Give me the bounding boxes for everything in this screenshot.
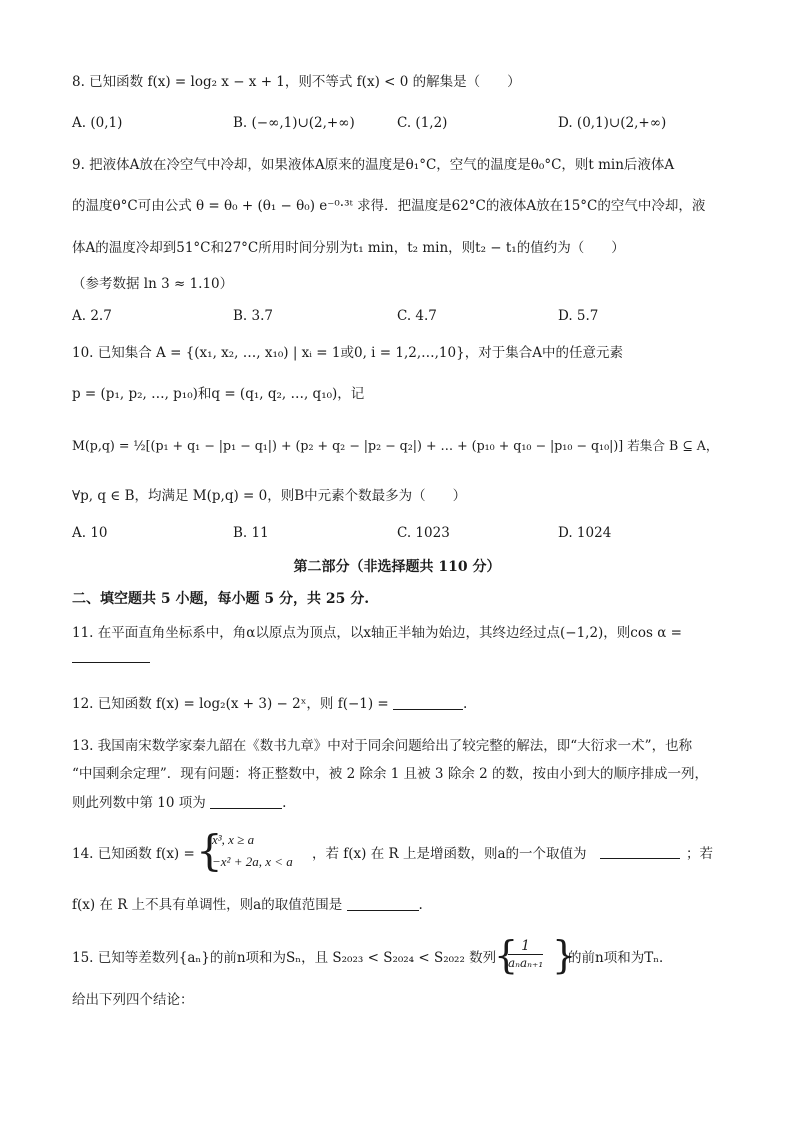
q14-prefix: 14. 已知函数 f(x) =: [72, 846, 195, 862]
q8-option-d: D. (0,1)∪(2,+∞): [558, 115, 667, 131]
q11-answer-blank[interactable]: [72, 662, 150, 663]
q14-row-1: [72, 828, 732, 878]
q8-option-c: C. (1,2): [397, 115, 448, 131]
q15-fraction: [508, 938, 543, 971]
q15-row-1: [72, 934, 732, 978]
q15-fraction-numerator: 1: [508, 938, 543, 955]
q13-answer-blank[interactable]: [210, 794, 282, 809]
q10-line-3: M(p,q) = ½[(p₁ + q₁ − |p₁ − q₁|) + (p₂ + q₂ − |p₂ − q₂|) + … + (p₁₀ + q₁₀ − |p₁₀ − q₁₀|)] 若集合 B ⊆ A，: [72, 438, 719, 453]
q10-option-a: A. 10: [72, 525, 108, 541]
q9-option-b: B. 3.7: [233, 308, 273, 324]
piecewise-brace-icon: {: [196, 826, 223, 875]
q9-option-c: C. 4.7: [397, 308, 437, 324]
q9-line-3: 体A的温度冷却到51°C和27°C所用时间分别为t₁ min，t₂ min，则t₂ − t₁的值约为（ ）: [72, 240, 625, 256]
q9-option-d: D. 5.7: [558, 308, 599, 324]
q9-line-2: 的温度θ°C可由公式 θ = θ₀ + (θ₁ − θ₀) e⁻⁰·³ᵗ 求得．把温度是62°C的液体A放在15°C的空气中冷却，液: [72, 198, 706, 214]
q13-line-1: 13. 我国南宋数学家秦九韶在《数书九章》中对于同余问题给出了较完整的解法，即“大衍求一术”，也称: [72, 738, 693, 754]
q12-answer-blank[interactable]: [393, 695, 463, 710]
section-two-title: 二、填空题共 5 小题，每小题 5 分，共 25 分.: [72, 591, 370, 607]
part-two-title: 第二部分（非选择题共 110 分）: [293, 559, 501, 575]
q15-line-1a: 15. 已知等差数列{aₙ}的前n项和为Sₙ，且 S₂₀₂₃ < S₂₀₂₄ < S₂₀₂₂ 数列: [72, 950, 497, 966]
q9-option-a: A. 2.7: [72, 308, 112, 324]
q10-line-2: p = (p₁, p₂, …, p₁₀)和q = (q₁, q₂, …, q₁₀)，记: [72, 386, 365, 402]
q14-answer-blank-1[interactable]: [600, 844, 680, 859]
q8-stem: 8. 已知函数 f(x) = log₂ x − x + 1，则不等式 f(x) < 0 的解集是（ ）: [72, 74, 521, 90]
q13-row: 则此列数中第 10 项为 .: [72, 795, 287, 811]
q12-line-1: 12. 已知函数 f(x) = log₂(x + 3) − 2ˣ，则 f(−1) =: [72, 696, 389, 712]
q10-line-1: 10. 已知集合 A = {(x₁, x₂, …, x₁₀) | xᵢ = 1或0, i = 1,2,…,10}，对于集合A中的任意元素: [72, 345, 623, 361]
q10-line-4: ∀p, q ∈ B，均满足 M(p,q) = 0，则B中元素个数最多为（ ）: [72, 488, 467, 504]
q12-row: 12. 已知函数 f(x) = log₂(x + 3) − 2ˣ，则 f(−1) = .: [72, 696, 468, 712]
q15-line-2: 给出下列四个结论：: [72, 992, 194, 1008]
sequence-right-brace-icon: }: [552, 933, 577, 977]
q14-case-2: −x² + 2a, x < a: [212, 854, 293, 869]
q14-answer-blank-2[interactable]: [347, 896, 419, 911]
q10-option-c: C. 1023: [397, 525, 450, 541]
q15-line-1b: 的前n项和为Tₙ．: [568, 950, 673, 966]
q10-option-b: B. 11: [233, 525, 269, 541]
q10-option-d: D. 1024: [558, 525, 612, 541]
q8-option-a: A. (0,1): [72, 115, 123, 131]
q13-line-2: “中国剩余定理”．现有问题：将正整数中，被 2 除余 1 且被 3 除余 2 的数，按由小到大的顺序排成一列，: [72, 766, 708, 782]
q14-tail: ；若: [686, 846, 713, 862]
q13-line-3: 则此列数中第 10 项为: [72, 795, 206, 811]
q9-reference-data: （参考数据 ln 3 ≈ 1.10）: [72, 276, 234, 292]
q14-row-2: f(x) 在 R 上不具有单调性，则a的取值范围是 .: [72, 897, 423, 913]
q14-case-1: x³, x ≥ a: [212, 832, 255, 847]
sequence-left-brace-icon: {: [494, 933, 519, 977]
q14-line-2: f(x) 在 R 上不具有单调性，则a的取值范围是: [72, 897, 343, 913]
q8-option-b: B. (−∞,1)∪(2,+∞): [233, 115, 355, 131]
q15-fraction-denominator: aₙaₙ₊₁: [508, 956, 544, 970]
q11-line-1: 11. 在平面直角坐标系中，角α以原点为顶点，以x轴正半轴为始边，其终边经过点(−1,2)，则cos α =: [72, 625, 682, 641]
q14-suffix: ，若 f(x) 在 R 上是增函数，则a的一个取值为: [312, 846, 587, 862]
q9-line-1: 9. 把液体A放在冷空气中冷却，如果液体A原来的温度是θ₁°C，空气的温度是θ₀°C，则t min后液体A: [72, 157, 675, 173]
